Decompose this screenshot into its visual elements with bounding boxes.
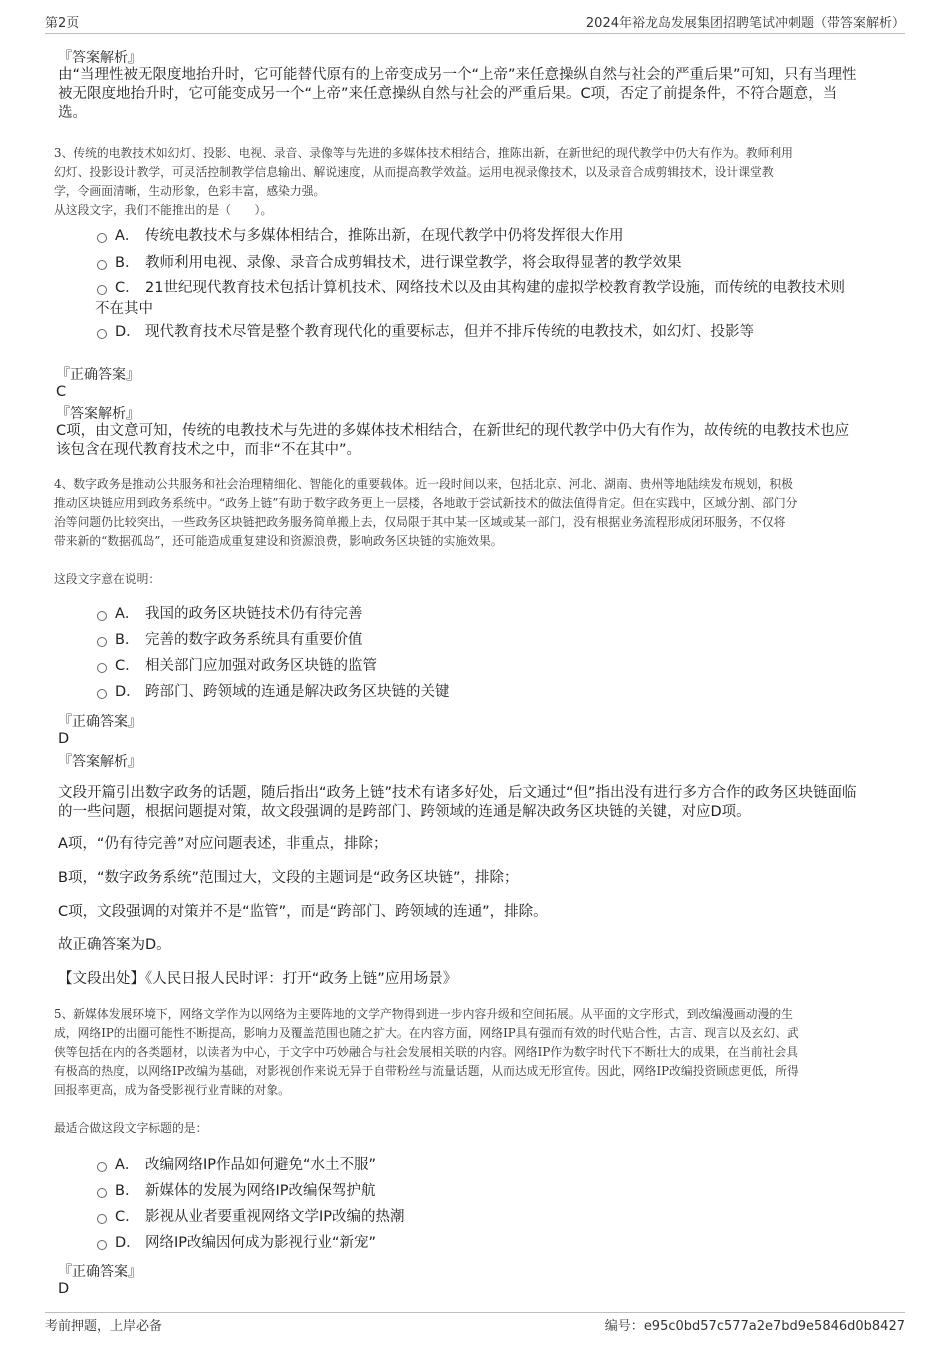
q4-analysis-option-c: C项，文段强调的对策并不是“监管”，而是“跨部门、跨领域的连通”，排除。 [58,904,548,920]
radio-button-icon[interactable] [97,233,107,243]
page-number: 第2页 [45,16,80,31]
q3-analysis-label: 『答案解析』 [56,406,140,422]
footer-divider [45,1312,905,1313]
radio-button-icon[interactable] [97,611,107,621]
q3-option-a[interactable]: A． 传统电教技术与多媒体相结合，推陈出新，在现代教学中仍将发挥很大作用 [0,226,950,246]
q4-option-a[interactable]: A． 我国的政务区块链技术仍有待完善 [0,604,950,624]
q5-prompt: 最适合做这段文字标题的是： [54,1121,208,1135]
radio-button-icon[interactable] [97,637,107,647]
q4-source: 【文段出处】《人民日报人民时评：打开“政务上链”应用场景》 [58,971,458,987]
q3-option-d[interactable]: D． 现代教育技术尽管是整个教育现代化的重要标志，但并不排斥传统的电教技术，如幻灯、投影等 [0,322,950,342]
q4-prompt: 这段文字意在说明： [54,572,161,586]
footer-code: 编号：e95c0bd57c577a2e7bd9e5846d0b8427 [604,1319,905,1334]
prev-analysis-label: 『答案解析』 [58,50,142,66]
q5-stem: 5、新媒体发展环境下，网络文学作为以网络为主要阵地的文学产物得到进一步内容升级和空间拓展。从平面的文字形式，到改编漫画动漫的生 成，网络IP的出圈可能性不断提高，影响力及覆盖范围也随之扩大。在内容方面，网络IP具有强而有效的时代贴合性，古言、现言以及玄幻、武 侠等包括在内的各类题材，以读者为中心，于文字中巧妙融合与社会发展相关联的内容。网络IP作为数字时代下不断壮大的成果，在当前社会具 有极高的热度，以网络IP改编为基础，对影视创作来说无异于自带粉丝与流量话题，从而达成无形宣传。因此，网络IP改编投资顾虑更低，所得 回报率更高，成为备受影视行业青睐的对象。 [54,1007,799,1097]
q4-stem: 4、数字政务是推动公共服务和社会治理精细化、智能化的重要载体。近一段时间以来，包括北京、河北、湖南、贵州等地陆续发布规划，积极 推动区块链应用到政务系统中。“政务上链”有助于数字政务更上一层楼，各地敢于尝试新技术的做法值得肯定。但在实践中，区域分割、部门分 治等问题仍比较突出，一些政务区块链把政务服务简单搬上去，仅局限于其中某一区域或某一部门，没有根据业务流程形成闭环服务，不仅将 带来新的“数据孤岛”，还可能造成重复建设和资源浪费，影响政务区块链的实施效果。 [54,477,798,548]
q3-correct-label: 『正确答案』 [56,367,140,383]
radio-button-icon[interactable] [97,663,107,673]
q4-correct-value: D [58,731,70,747]
q3-option-c[interactable]: C． 21世纪现代教育技术包括计算机技术、网络技术以及由其构建的虚拟学校教育教学设施，而传统的电教技术则 不在其中 [95,280,845,317]
q3-analysis-text: C项，由文意可知，传统的电教技术与先进的多媒体技术相结合，在新世纪的现代教学中仍大有作为，故传统的电教技术也应 该包含在现代教育技术之中，而非“不在其中”。 [56,423,850,458]
q5-correct-label: 『正确答案』 [58,1264,142,1280]
q5-option-a[interactable]: A． 改编网络IP作品如何避免“水土不服” [0,1155,950,1175]
q5-option-d[interactable]: D． 网络IP改编因何成为影视行业“新宠” [0,1233,950,1253]
footer-slogan: 考前押题，上岸必备 [45,1319,163,1334]
prev-analysis-text: 由“当理性被无限度地抬升时，它可能替代原有的上帝变成另一个“上帝”来任意操纵自然与社会的严重后果”可知，只有当理性 被无限度地抬升时，它可能变成另一个“上帝”来任意操纵自然与社会的严重后果。C项，否定了前提条件，不符合题意，当 选。 [58,67,857,121]
radio-button-icon[interactable] [97,1214,107,1224]
document-title: 2024年裕龙岛发展集团招聘笔试冲刺题（带答案解析） [585,16,905,31]
q4-analysis-label: 『答案解析』 [58,754,142,770]
header-divider [45,33,905,34]
q4-option-d[interactable]: D． 跨部门、跨领域的连通是解决政务区块链的关键 [0,682,950,702]
q4-analysis-text: 文段开篇引出数字政务的话题，随后指出“政务上链”技术有诸多好处，后文通过“但”指出没有进行多方合作的政务区块链面临 的一些问题，根据问题提对策，故文段强调的是跨部门、跨领域的连通是解决政务区块链的关键，对应D项。 [58,785,857,820]
q4-analysis-conclusion: 故正确答案为D。 [58,937,171,953]
q5-correct-value: D [58,1281,70,1297]
q4-correct-label: 『正确答案』 [58,714,142,730]
radio-button-icon[interactable] [97,1240,107,1250]
radio-button-icon[interactable] [97,285,107,295]
q4-option-b[interactable]: B． 完善的数字政务系统具有重要价值 [0,630,950,650]
q4-option-c[interactable]: C． 相关部门应加强对政务区块链的监管 [0,656,950,676]
radio-button-icon[interactable] [97,329,107,339]
radio-button-icon[interactable] [97,1162,107,1172]
q5-option-c[interactable]: C． 影视从业者要重视网络文学IP改编的热潮 [0,1207,950,1227]
q3-stem: 3、传统的电教技术如幻灯、投影、电视、录音、录像等与先进的多媒体技术相结合，推陈出新，在新世纪的现代教学中仍大有作为。教师利用 幻灯、投影设计教学，可灵活控制教学信息输出、解说速度，从而提高教学效益。运用电视录像技术，以及录音合成剪辑技术，设计课堂教 学，令画面清晰，生动形象，色彩丰富，感染力强。 从这段文字，我们不能推出的是（ ）。 [54,146,793,217]
radio-button-icon[interactable] [97,689,107,699]
radio-button-icon[interactable] [97,1188,107,1198]
q5-option-b[interactable]: B． 新媒体的发展为网络IP改编保驾护航 [0,1181,950,1201]
q4-analysis-option-a: A项，“仍有待完善”对应问题表述，非重点，排除； [58,836,388,852]
q3-correct-value: C [56,384,67,400]
radio-button-icon[interactable] [97,260,107,270]
q4-analysis-option-b: B项，“数字政务系统”范围过大，文段的主题词是“政务区块链”，排除； [58,870,519,886]
q3-option-b[interactable]: B． 教师利用电视、录像、录音合成剪辑技术，进行课堂教学，将会取得显著的教学效果 [0,253,950,273]
